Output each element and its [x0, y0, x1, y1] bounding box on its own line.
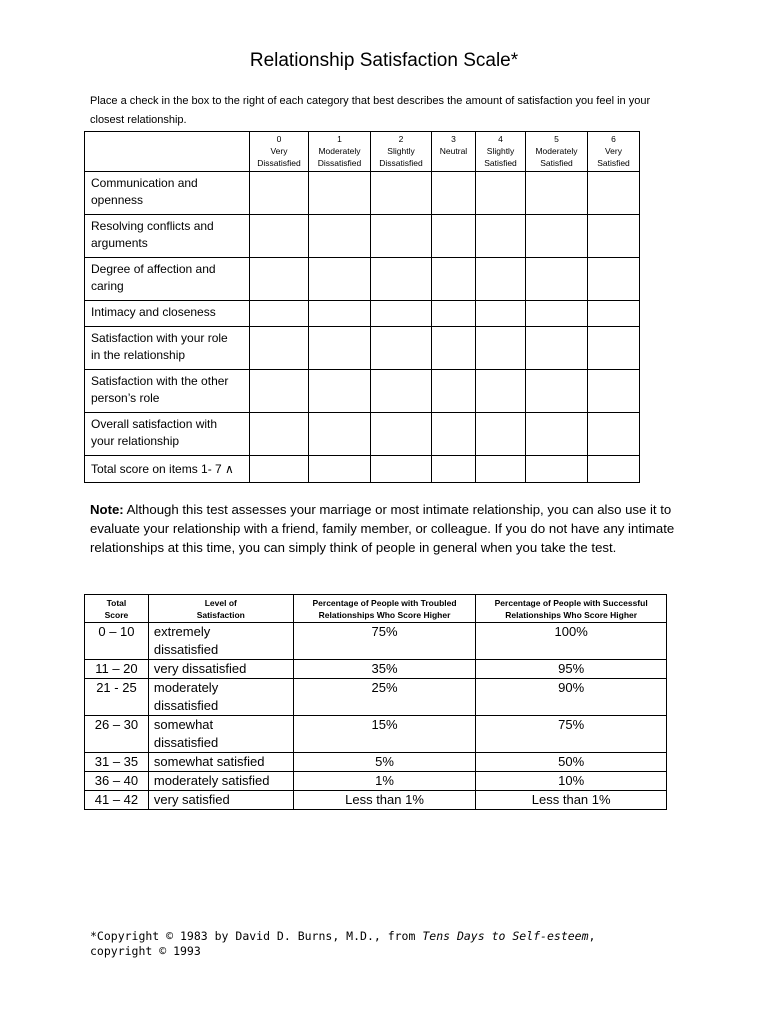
check-box[interactable] [476, 215, 526, 258]
total-score-cell[interactable] [309, 456, 371, 483]
header-total-score: Total Score [85, 595, 149, 623]
scale-header-1: 1 Moderately Dissatisfied [309, 132, 371, 172]
check-box[interactable] [476, 258, 526, 301]
category-label: Overall satisfaction with your relationship [85, 413, 250, 456]
troubled-pct: 75% [293, 623, 476, 660]
check-box[interactable] [588, 301, 640, 327]
troubled-pct: 35% [293, 660, 476, 679]
header-level: Level of Satisfaction [148, 595, 293, 623]
check-box[interactable] [588, 215, 640, 258]
score-range: 31 – 35 [85, 753, 149, 772]
scale-header-2: 2 Slightly Dissatisfied [371, 132, 432, 172]
check-box[interactable] [588, 327, 640, 370]
check-box[interactable] [588, 258, 640, 301]
instructions-text: Place a check in the box to the right of each category that best describes the amount of satisfaction you feel in your closest relationship. [90, 95, 651, 126]
table-row [85, 791, 667, 810]
score-range: 21 - 25 [85, 679, 149, 716]
category-label: Degree of affection and caring [85, 258, 250, 301]
total-score-cell[interactable] [526, 456, 588, 483]
check-box[interactable] [371, 327, 432, 370]
check-box[interactable] [371, 172, 432, 215]
table-row [85, 753, 667, 772]
scale-row [85, 327, 640, 370]
scale-header-5: 5 Moderately Satisfied [526, 132, 588, 172]
scale-header-6: 6 Very Satisfied [588, 132, 640, 172]
check-box[interactable] [250, 370, 309, 413]
check-box[interactable] [526, 301, 588, 327]
check-box[interactable] [476, 172, 526, 215]
scale-header-0: 0 Very Dissatisfied [250, 132, 309, 172]
satisfaction-scale-table [84, 131, 640, 483]
check-box[interactable] [526, 258, 588, 301]
check-box[interactable] [588, 370, 640, 413]
total-score-cell[interactable] [588, 456, 640, 483]
troubled-pct: 5% [293, 753, 476, 772]
check-box[interactable] [371, 370, 432, 413]
scale-row [85, 413, 640, 456]
note-paragraph [90, 500, 680, 557]
score-range: 11 – 20 [85, 660, 149, 679]
check-box[interactable] [526, 172, 588, 215]
copyright-line-1: *Copyright © 1983 by David D. Burns, M.D., from Tens Days to Self-esteem, [90, 929, 596, 943]
scale-header-4: 4 Slightly Satisfied [476, 132, 526, 172]
note-label: Note: [90, 502, 124, 517]
score-range: 41 – 42 [85, 791, 149, 810]
successful-pct: Less than 1% [476, 791, 667, 810]
satisfaction-level: moderately satisfied [148, 772, 293, 791]
check-box[interactable] [476, 301, 526, 327]
check-box[interactable] [476, 327, 526, 370]
troubled-pct: 15% [293, 716, 476, 753]
score-range: 36 – 40 [85, 772, 149, 791]
book-title: Tens Days to Self-esteem [422, 929, 589, 943]
successful-pct: 90% [476, 679, 667, 716]
check-box[interactable] [432, 370, 476, 413]
check-box[interactable] [309, 172, 371, 215]
check-box[interactable] [588, 172, 640, 215]
table-row [85, 772, 667, 791]
category-label: Satisfaction with your role in the relationship [85, 327, 250, 370]
check-box[interactable] [526, 215, 588, 258]
check-box[interactable] [526, 413, 588, 456]
score-range: 0 – 10 [85, 623, 149, 660]
copyright-line-2: copyright © 1993 [90, 944, 201, 958]
check-box[interactable] [432, 327, 476, 370]
check-box[interactable] [250, 258, 309, 301]
total-score-cell[interactable] [476, 456, 526, 483]
successful-pct: 95% [476, 660, 667, 679]
check-box[interactable] [309, 258, 371, 301]
check-box[interactable] [432, 301, 476, 327]
category-label: Communication and openness [85, 172, 250, 215]
category-label: Satisfaction with the other person’s role [85, 370, 250, 413]
scale-row [85, 215, 640, 258]
satisfaction-level: somewhat dissatisfied [148, 716, 293, 753]
satisfaction-level: very satisfied [148, 791, 293, 810]
troubled-pct: Less than 1% [293, 791, 476, 810]
satisfaction-level: very dissatisfied [148, 660, 293, 679]
score-range: 26 – 30 [85, 716, 149, 753]
check-box[interactable] [250, 301, 309, 327]
check-box[interactable] [371, 413, 432, 456]
scale-header-3: 3 Neutral [432, 132, 476, 172]
total-score-cell[interactable] [432, 456, 476, 483]
header-successful: Percentage of People with Successful Relationships Who Score Higher [476, 595, 667, 623]
successful-pct: 10% [476, 772, 667, 791]
score-interpretation-table [84, 594, 667, 810]
scale-row [85, 258, 640, 301]
check-box[interactable] [250, 215, 309, 258]
header-troubled: Percentage of People with Troubled Relationships Who Score Higher [293, 595, 476, 623]
copyright-footer [90, 929, 730, 959]
check-box[interactable] [309, 301, 371, 327]
check-box[interactable] [309, 413, 371, 456]
satisfaction-level: somewhat satisfied [148, 753, 293, 772]
total-score-cell[interactable] [371, 456, 432, 483]
total-score-row [85, 456, 640, 483]
total-score-cell[interactable] [250, 456, 309, 483]
note-text: Although this test assesses your marriage or most intimate relationship, you can also use it to evaluate your relationship with a friend, family member, or colleague. If you do not have any intimate relationships at this time, you can simply think of people in general when you take the test. [90, 502, 675, 555]
check-box[interactable] [309, 327, 371, 370]
score-header-row [85, 595, 667, 623]
check-box[interactable] [432, 258, 476, 301]
scale-row [85, 301, 640, 327]
scale-header-row [85, 132, 640, 172]
category-label: Intimacy and closeness [85, 301, 250, 327]
troubled-pct: 1% [293, 772, 476, 791]
successful-pct: 50% [476, 753, 667, 772]
check-box[interactable] [432, 413, 476, 456]
satisfaction-level: extremely dissatisfied [148, 623, 293, 660]
check-box[interactable] [588, 413, 640, 456]
scale-row [85, 172, 640, 215]
check-box[interactable] [526, 327, 588, 370]
table-row [85, 623, 667, 660]
satisfaction-level: moderately dissatisfied [148, 679, 293, 716]
check-box[interactable] [476, 370, 526, 413]
total-score-label: Total score on items 1- 7 ∧ [85, 456, 250, 483]
check-box[interactable] [432, 215, 476, 258]
check-box[interactable] [476, 413, 526, 456]
check-box[interactable] [371, 258, 432, 301]
troubled-pct: 25% [293, 679, 476, 716]
check-box[interactable] [526, 370, 588, 413]
table-row [85, 660, 667, 679]
check-box[interactable] [309, 370, 371, 413]
successful-pct: 75% [476, 716, 667, 753]
scale-row [85, 370, 640, 413]
check-box[interactable] [309, 215, 371, 258]
check-box[interactable] [371, 215, 432, 258]
table-row [85, 716, 667, 753]
page-title: Relationship Satisfaction Scale* [249, 50, 519, 71]
check-box[interactable] [250, 413, 309, 456]
check-box[interactable] [371, 301, 432, 327]
check-box[interactable] [250, 172, 309, 215]
successful-pct: 100% [476, 623, 667, 660]
scale-header-blank [85, 132, 250, 172]
table-row [85, 679, 667, 716]
check-box[interactable] [250, 327, 309, 370]
category-label: Resolving conflicts and arguments [85, 215, 250, 258]
check-box[interactable] [432, 172, 476, 215]
